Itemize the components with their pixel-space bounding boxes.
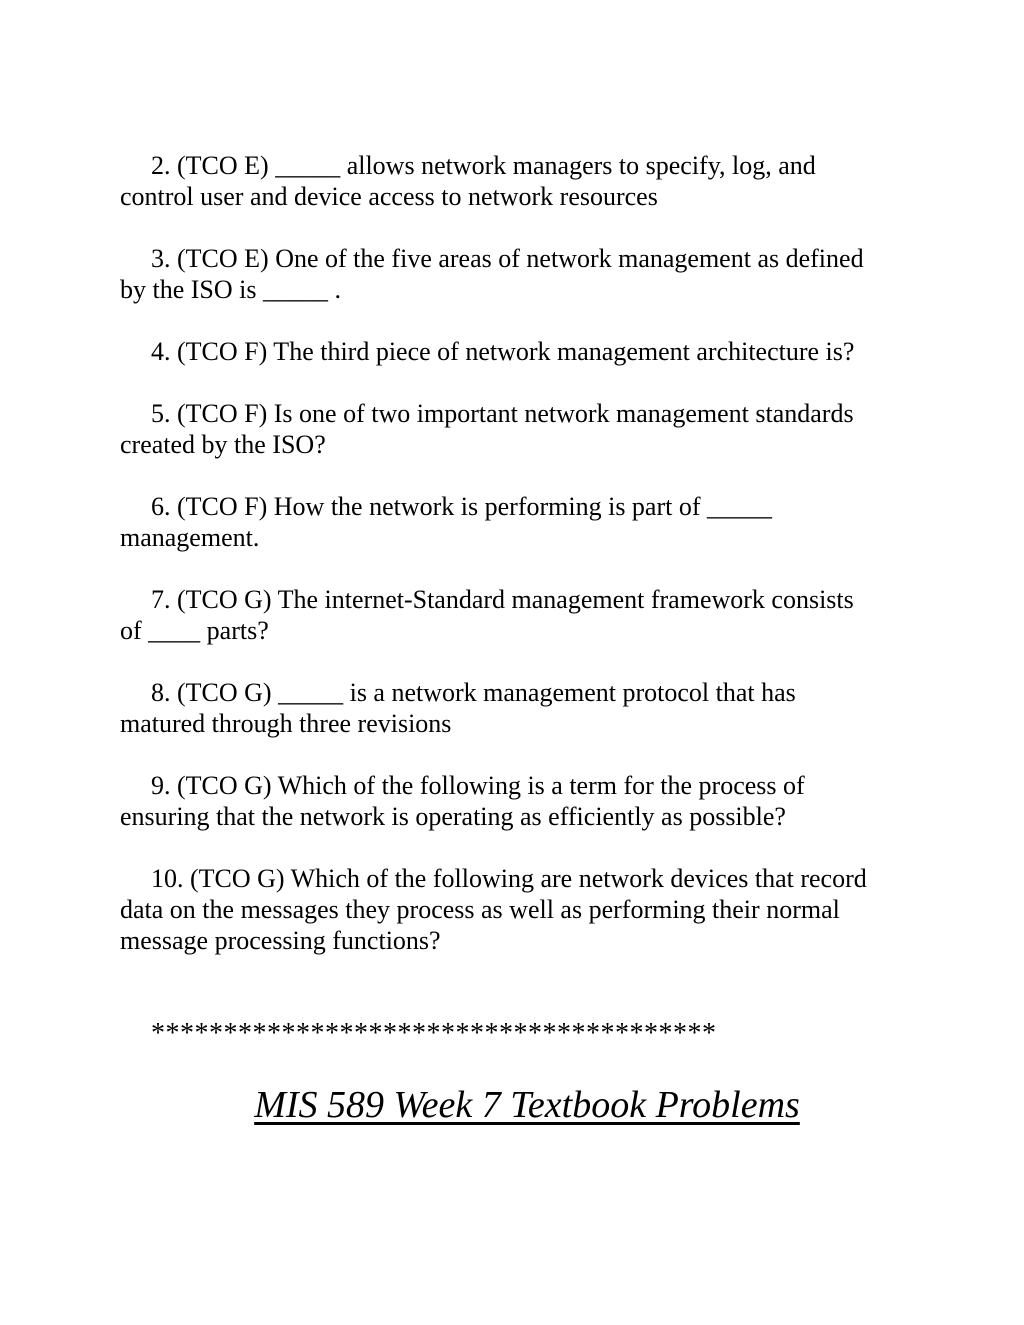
question-7: [120, 584, 934, 646]
question-8-line-2: matured through three revisions: [120, 709, 452, 738]
question-9-line-1: 9. (TCO G) Which of the following is a term for the process of: [151, 771, 805, 800]
question-2-line-2: control user and device access to network resources: [120, 182, 658, 211]
question-2: [120, 150, 934, 212]
question-10: [120, 863, 934, 956]
question-6-line-1: 6. (TCO F) How the network is performing is part of _____: [151, 492, 773, 521]
question-6: [120, 491, 934, 553]
question-8: [120, 677, 934, 739]
question-4: [120, 336, 934, 367]
question-7-line-1: 7. (TCO G) The internet-Standard management framework consists: [151, 585, 854, 614]
question-7-line-2: of ____ parts?: [120, 616, 269, 645]
question-6-line-2: management.: [120, 523, 260, 552]
question-3: [120, 243, 934, 305]
question-10-line-1: 10. (TCO G) Which of the following are network devices that record: [151, 864, 867, 893]
question-5-line-1: 5. (TCO F) Is one of two important network management standards: [151, 399, 854, 428]
asterisk-separator: [120, 1018, 934, 1049]
question-9: [120, 770, 934, 832]
question-8-line-1: 8. (TCO G) _____ is a network management protocol that has: [151, 678, 796, 707]
document-title: MIS 589 Week 7 Textbook Problems: [254, 1084, 800, 1126]
asterisk-separator-line: ***************************************: [151, 1018, 717, 1049]
question-3-line-1: 3. (TCO E) One of the five areas of network management as defined: [151, 244, 864, 273]
question-2-line-1: 2. (TCO E) _____ allows network managers to specify, log, and: [151, 151, 816, 180]
question-4-line-1: 4. (TCO F) The third piece of network management architecture is?: [151, 337, 855, 366]
question-10-line-2: data on the messages they process as well as performing their normal: [120, 895, 840, 924]
question-9-line-2: ensuring that the network is operating as efficiently as possible?: [120, 802, 786, 831]
question-10-line-3: message processing functions?: [120, 926, 441, 955]
question-3-line-2: by the ISO is _____ .: [120, 275, 341, 304]
question-5-line-2: created by the ISO?: [120, 430, 326, 459]
question-5: [120, 398, 934, 460]
